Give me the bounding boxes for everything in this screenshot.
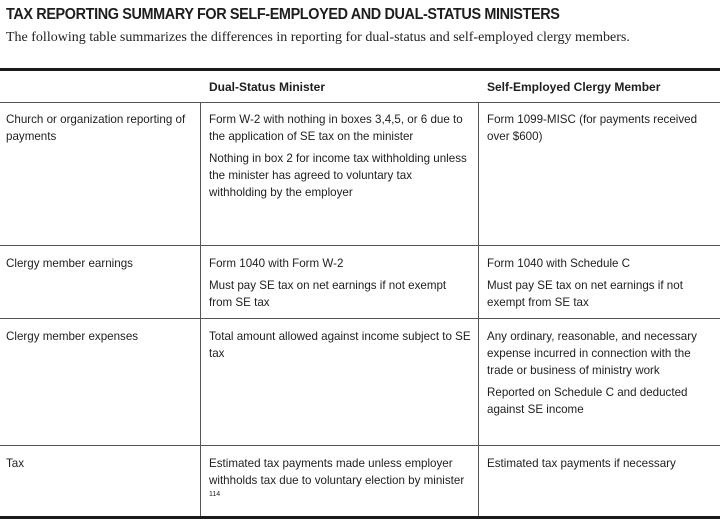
cell-paragraph: Nothing in box 2 for income tax withholding unless the minister has agreed to voluntary tax withholding by the employer [209,152,467,199]
table-cell-self [487,111,709,145]
cell-paragraph: Form 1099-MISC (for payments received over $600) [487,113,698,143]
column-header-self-employed: Self-Employed Clergy Member [487,80,661,94]
cell-paragraph: Form W-2 with nothing in boxes 3,4,5, or 6 due to the application of SE tax on the minister [209,113,463,143]
cell-paragraph: Any ordinary, reasonable, and necessary expense incurred in connection with the trade or business of ministry work [487,330,697,377]
cell-paragraph: Must pay SE tax on net earnings if not exempt from SE tax [487,279,683,309]
document-subtitle: The following table summarizes the differences in reporting for dual-status and self-employed clergy members. [6,30,630,45]
row-divider [0,445,720,446]
table-cell-dual [209,111,471,201]
cell-paragraph: Total amount allowed against income subject to SE tax [209,330,471,360]
row-divider [0,318,720,319]
table-cell-dual [209,455,471,506]
header-divider [0,102,720,103]
table-cell-dual [209,255,471,311]
table-cell-self [487,255,709,311]
row-divider [0,245,720,246]
table-bottom-rule [0,516,720,519]
column-divider [200,103,201,516]
cell-paragraph: Estimated tax payments if necessary [487,457,676,470]
cell-paragraph [209,455,471,506]
table-row-label: Clergy member expenses [6,330,139,343]
cell-paragraph: Reported on Schedule C and deducted against SE income [487,386,688,416]
table-row-label: Church or organization reporting of payments [6,113,186,143]
table-cell-self [487,328,709,418]
table-row-label: Tax [6,457,25,470]
cell-text: Estimated tax payments made unless employer withholds tax due to voluntary election by minister [209,457,465,487]
column-divider [478,103,479,516]
cell-paragraph: Must pay SE tax on net earnings if not exempt from SE tax [209,279,447,309]
table-row-label: Clergy member earnings [6,257,133,270]
footnote-marker: 114 [209,491,221,499]
cell-paragraph: Form 1040 with Schedule C [487,257,631,270]
column-header-dual-status: Dual-Status Minister [209,80,326,94]
table-cell-dual [209,328,471,362]
cell-paragraph: Form 1040 with Form W-2 [209,257,344,270]
table-cell-self [487,455,709,472]
document-title: TAX REPORTING SUMMARY FOR SELF-EMPLOYED AND DUAL-STATUS MINISTERS [6,6,560,23]
table-top-rule [0,68,720,71]
